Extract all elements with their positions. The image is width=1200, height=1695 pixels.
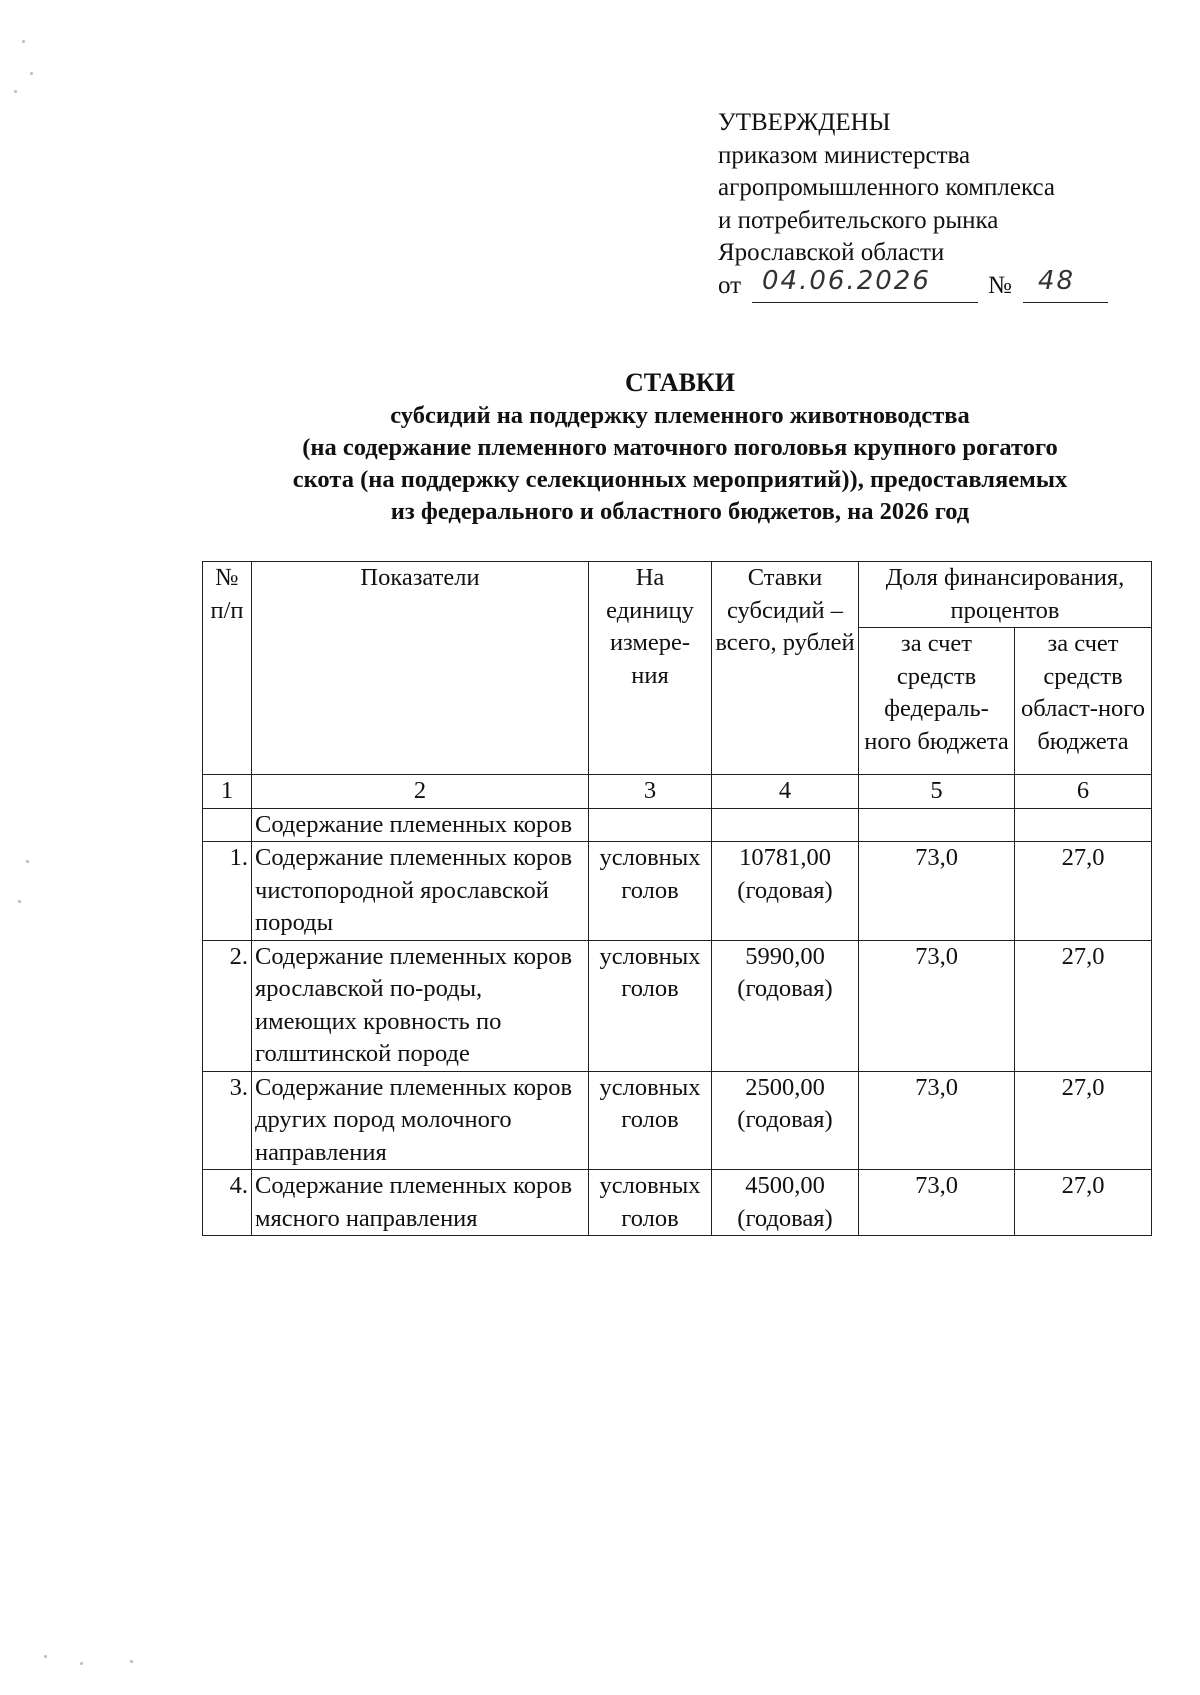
title-line: (на содержание племенного маточного поголовья крупного рогатого <box>302 434 1058 461</box>
row-federal: 73,0 <box>859 842 1015 941</box>
column-number-row <box>203 775 1152 809</box>
title-line: скота (на поддержку селекционных мероприятий)), предоставляемых <box>292 466 1068 493</box>
table-row <box>203 1170 1152 1236</box>
scan-speck <box>30 72 33 75</box>
row-number: 2. <box>203 940 252 1071</box>
row-number: 1. <box>203 842 252 941</box>
section-title: Содержание племенных коров <box>252 808 589 842</box>
approval-line: агропромышленного комплекса <box>718 174 1056 202</box>
column-number: 4 <box>712 775 859 809</box>
document-title <box>200 366 1160 528</box>
row-number: 4. <box>203 1170 252 1236</box>
row-federal: 73,0 <box>859 1071 1015 1170</box>
scan-speck <box>14 90 17 93</box>
header-share: Доля финансирования, процентов <box>859 562 1152 628</box>
header-federal: за счет средств федераль-ного бюджета <box>859 628 1015 775</box>
header-unit: На единицу измере-ния <box>589 562 712 775</box>
column-number: 6 <box>1015 775 1152 809</box>
scan-speck <box>26 860 29 863</box>
date-underline <box>752 302 978 303</box>
empty-cell <box>712 808 859 842</box>
handwritten-date: 04.06.2026 <box>762 265 931 296</box>
row-indicator: Содержание племенных коров ярославской по-роды, имеющих кровность по голштинской породе <box>252 940 589 1071</box>
row-unit: условных голов <box>589 842 712 941</box>
row-rate: 2500,00 (годовая) <box>712 1071 859 1170</box>
title-line: из федерального и областного бюджетов, на 2026 год <box>390 498 970 525</box>
approval-heading: УТВЕРЖДЕНЫ <box>718 109 891 136</box>
header-no: № п/п <box>203 562 252 775</box>
row-unit: условных голов <box>589 940 712 1071</box>
row-rate: 4500,00 (годовая) <box>712 1170 859 1236</box>
column-number: 5 <box>859 775 1015 809</box>
scan-speck <box>44 1655 47 1658</box>
section-row <box>203 808 1152 842</box>
header-rate: Ставки субсидий – всего, рублей <box>712 562 859 775</box>
row-unit: условных голов <box>589 1170 712 1236</box>
row-indicator: Содержание племенных коров мясного направления <box>252 1170 589 1236</box>
scan-speck <box>18 900 21 903</box>
row-indicator: Содержание племенных коров чистопородной ярославской породы <box>252 842 589 941</box>
header-indicators: Показатели <box>252 562 589 775</box>
date-prefix: от <box>718 271 742 299</box>
scan-speck <box>22 40 25 43</box>
table-row <box>203 1071 1152 1170</box>
scan-speck <box>130 1660 133 1663</box>
approval-line: и потребительского рынка <box>718 206 999 234</box>
column-number: 1 <box>203 775 252 809</box>
row-federal: 73,0 <box>859 940 1015 1071</box>
empty-cell <box>589 808 712 842</box>
header-regional: за счет средств област-ного бюджета <box>1015 628 1152 775</box>
row-regional: 27,0 <box>1015 842 1152 941</box>
title-line: субсидий на поддержку племенного животноводства <box>390 402 970 429</box>
row-regional: 27,0 <box>1015 1071 1152 1170</box>
empty-cell <box>859 808 1015 842</box>
empty-cell <box>203 808 252 842</box>
approval-line: приказом министерства <box>718 141 971 169</box>
scan-speck <box>80 1662 83 1665</box>
approval-block <box>718 107 1076 304</box>
approval-date-line <box>718 265 1076 304</box>
row-number: 3. <box>203 1071 252 1170</box>
row-indicator: Содержание племенных коров других пород молочного направления <box>252 1071 589 1170</box>
number-prefix: № <box>988 271 1012 299</box>
handwritten-number: 48 <box>1038 265 1076 296</box>
row-regional: 27,0 <box>1015 940 1152 1071</box>
row-regional: 27,0 <box>1015 1170 1152 1236</box>
rates-table <box>202 561 1152 1236</box>
row-unit: условных голов <box>589 1071 712 1170</box>
column-number: 2 <box>252 775 589 809</box>
row-rate: 10781,00 (годовая) <box>712 842 859 941</box>
table-row <box>203 842 1152 941</box>
empty-cell <box>1015 808 1152 842</box>
row-rate: 5990,00 (годовая) <box>712 940 859 1071</box>
row-federal: 73,0 <box>859 1170 1015 1236</box>
header-row <box>203 562 1152 628</box>
title-main: СТАВКИ <box>624 368 736 397</box>
approval-line: Ярославской области <box>718 239 945 267</box>
table-row <box>203 940 1152 1071</box>
number-underline <box>1023 302 1108 303</box>
column-number: 3 <box>589 775 712 809</box>
